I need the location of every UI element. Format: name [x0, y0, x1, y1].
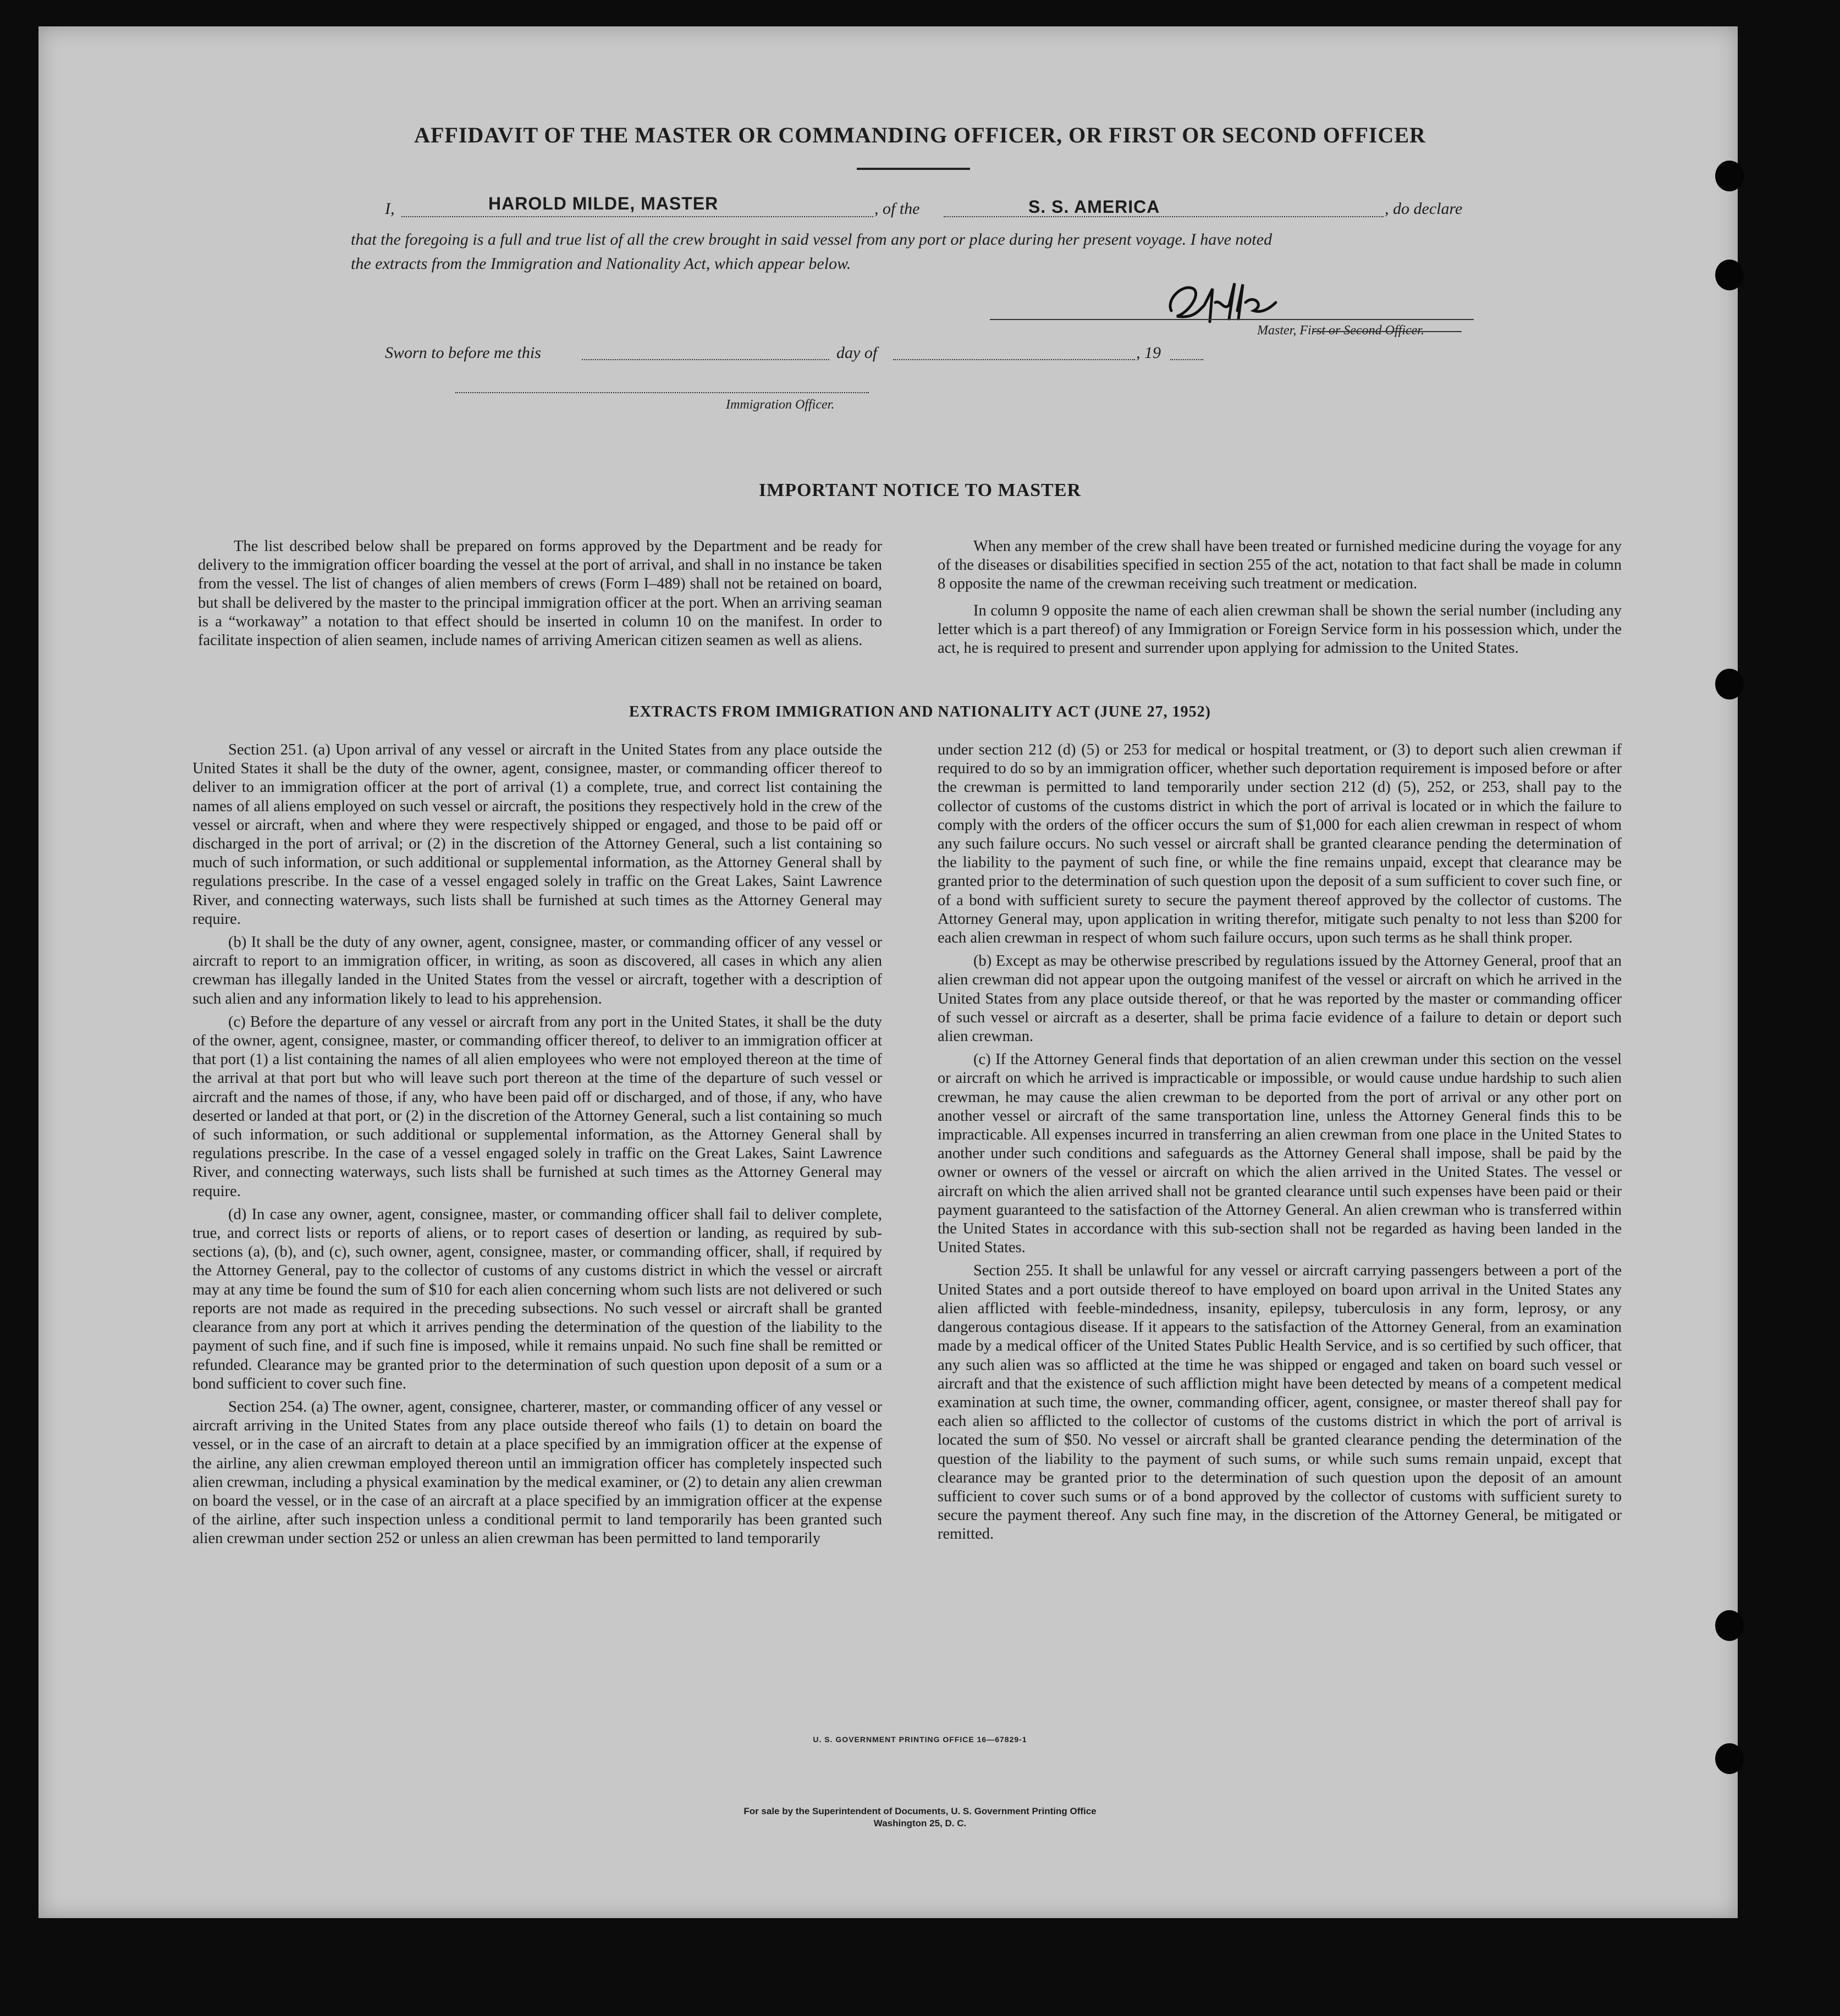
signature-caption: Master, First or Second Officer.	[1257, 323, 1424, 338]
punch-hole	[1715, 260, 1744, 290]
title-rule	[857, 168, 970, 170]
sworn-label: Sworn to before me this	[385, 344, 541, 362]
sale-line-1: For sale by the Superintendent of Documents, U. S. Government Printing Office	[743, 1806, 1097, 1816]
extract-section-251c: (c) Before the departure of any vessel or aircraft from any port in the United States, it shall be the duty of the owner, agent, consignee, master, or commanding officer thereof, to deliver to an immigration officer at that port (1) a list containing the names of all alien employees who were not employed thereon at the time of the arrival at that port but who will leave such port thereon at the time of the departure of such vessel or aircraft and the names of those, if any, who have been paid off or discharged, and of those, if any, who have deserted or landed at that port, or (2) in the discretion of the Attorney General, such a list containing so much of such information, or such additional or supplemental information, as the Attorney General shall by regulations prescribe. In the case of a vessel engaged solely in traffic on the Great Lakes, Saint Lawrence River, and connecting waterways, such lists shall be furnished at such times as the Attorney General may require.	[192, 1013, 882, 1200]
day-of-label: day of	[836, 344, 878, 362]
notice-right-paragraph-1: When any member of the crew shall have been treated or furnished medicine during the voyage for any of the diseases or disabilities specified in section 255 of the act, notation to that fact shall be made in column 8 opposite the name of the crewman receiving such treatment or medication.	[938, 538, 1622, 593]
immigration-officer-label: Immigration Officer.	[726, 398, 835, 412]
printing-office-line: U. S. GOVERNMENT PRINTING OFFICE 16—67829-1	[813, 1735, 1027, 1744]
extract-section-251d: (d) In case any owner, agent, consignee, master, or commanding officer shall fail to deliver complete, true, and correct lists or reports of aliens, or to report cases of desertion or landing, as required by sub-sections (a), (b), and (c), such owner, agent, consignee, master, or commanding officer, shall, if required by the Attorney General, pay to the collector of customs of any customs district in which the vessel or aircraft may at any time be found the sum of $10 for each alien concerning whom such lists are not delivered or such reports are not made as required in the preceding subsections. No such vessel or aircraft shall be granted clearance from any port at which it arrives pending the determination of the question of the liability to the payment of such fine, and if such fine is imposed, while it remains unpaid. No such fine shall be remitted or refunded. Clearance may be granted prior to the determination of such question upon deposit of a sum or a bond sufficient to cover such fine.	[192, 1205, 882, 1392]
vessel-name: S. S. AMERICA	[1028, 197, 1160, 217]
punch-hole	[1715, 161, 1744, 191]
punch-hole	[1715, 669, 1744, 699]
vessel-name-line	[944, 216, 1384, 217]
extract-section-251b: (b) It shall be the duty of any owner, agent, consignee, master, or commanding officer of any vessel or aircraft to report to an immigration officer, in writing, as soon as discovered, all cases in which any alien crewman has illegally landed in the United States from the vessel or aircraft, together with a description of such alien and any information likely to lead to his apprehension.	[192, 934, 882, 1007]
notice-left-column	[198, 537, 882, 650]
sworn-month-line	[893, 359, 1135, 360]
extract-section-254a-cont: under section 212 (d) (5) or 253 for medical or hospital treatment, or (3) to deport such alien crewman if required to do so by an immigration officer, whether such deportation requirement is imposed before or after the crewman is permitted to land temporarily under section 212 (d) (5), 252, or 253, shall pay to the collector of customs of the customs district in which the port of arrival is located or in which the failure to comply with the orders of the officer occurs the sum of $1,000 for each alien crewman in respect of whom any such failure occurs. No such vessel or aircraft shall be granted clearance pending the determination of the liability to the payment of such fine, or while the fine remains unpaid, except that clearance may be granted prior to the determination of such question upon the deposit of a sum sufficient to cover such fine, or of a bond with sufficient surety to secure the payment thereof approved by the collector of customs. The Attorney General may, upon application in writing therefor, mitigate such penalty to not less than $200 for each alien crewman in respect of whom such failure occurs, upon such terms as he shall think proper.	[938, 741, 1622, 947]
extracts-title: EXTRACTS FROM IMMIGRATION AND NATIONALITY ACT (JUNE 27, 1952)	[629, 703, 1211, 720]
notice-right-paragraph-2: In column 9 opposite the name of each alien crewman shall be shown the serial number (including any letter which is a part thereof) of any Immigration or Foreign Service form in his possession which, under the act, he is required to present and surrender upon applying for admission to the United States.	[938, 602, 1622, 657]
signature-caption-strike	[1312, 331, 1462, 332]
extract-section-254c: (c) If the Attorney General finds that deportation of an alien crewman under this section on the vessel or aircraft on which he arrived is impracticable or impossible, or would cause undue hardship to such alien crewman, he may cause the alien crewman to be deported from the port of arrival or any other port on another vessel or aircraft of the same transportation line, unless the Attorney General finds this to be impracticable. All expenses incurred in transferring an alien crewman from one place in the United States to another under such conditions and safeguards as the Attorney General shall impose, shall be paid by the owner or owners of the vessel or aircraft on which the alien arrived in the United States. The vessel or aircraft on which the alien arrived shall not be granted clearance until such expenses have been paid or their payment guaranteed to the satisfaction of the Attorney General. An alien crewman who is transferred within the United States in accordance with this sub-section shall not be regarded as having been landed in the United States.	[938, 1051, 1622, 1257]
do-declare-label: , do declare	[1385, 200, 1463, 218]
extract-section-255: Section 255. It shall be unlawful for any vessel or aircraft carrying passengers between a port of the United States and a port outside thereof to have employed on board upon arrival in the United States any alien afflicted with feeble-mindedness, insanity, epilepsy, tuberculosis in any form, leprosy, or any dangerous contagious disease. If it appears to the satisfaction of the Attorney General, from an examination made by a medical officer of the United States Public Health Service, and is so certified by such officer, that any such alien was so afflicted at the time he was shipped or engaged and taken on board such vessel or aircraft and that the existence of such affliction might have been detected by means of a competent medical examination at such time, the owner, commanding officer, agent, consignee, or master thereof shall pay for each alien so afflicted to the collector of customs of the customs district in which the port of arrival is located the sum of $50. No vessel or aircraft shall be granted clearance pending the determination of the question of the liability to the payment of such sums, or while such sums remain unpaid, except that clearance may be granted prior to the determination of such question upon the deposit of an amount sufficient to cover such sums or of a bond approved by the collector of customs with sufficient surety to secure the payment thereof. Any such fine may, in the discretion of the Attorney General, be mitigated or remitted.	[938, 1262, 1622, 1543]
punch-hole	[1715, 1743, 1744, 1774]
extract-section-254a: Section 254. (a) The owner, agent, consignee, charterer, master, or commanding officer of any vessel or aircraft arriving in the United States from any place outside thereof who fails (1) to detain on board the vessel, or in the case of an aircraft to detain at a place specified by an immigration officer at the expense of the airline, any alien crewman employed thereon until an immigration officer has completely inspected such alien crewman, including a physical examination by the medical examiner, or (2) to detain any alien crewman on board the vessel, or in the case of an aircraft at a place specified by an immigration officer at the expense of the airline, after such inspection unless a conditional permit to land temporarily has been granted such alien crewman under section 252 or unless an alien crewman has been permitted to land temporarily	[192, 1398, 882, 1547]
extract-section-251a: Section 251. (a) Upon arrival of any vessel or aircraft in the United States from any place outside the United States it shall be the duty of the owner, agent, consignee, master, or commanding officer thereof to deliver to an immigration officer at the port of arrival (1) a complete, true, and correct list containing the names of all aliens employed on such vessel or aircraft, the positions they respectively hold in the crew of the vessel or aircraft, when and where they were respectively shipped or engaged, and those to be paid off or discharged in the port of arrival; or (2) in the discretion of the Attorney General, such a list containing so much of such information, or such additional or supplemental information, as the Attorney General shall by regulations prescribe. In the case of a vessel engaged solely in traffic on the Great Lakes, Saint Lawrence River, and connecting waterways, such lists shall be furnished at such times as the Attorney General may require.	[192, 741, 882, 928]
master-name: HAROLD MILDE, MASTER	[488, 194, 719, 213]
of-the-label: , of the	[874, 200, 920, 218]
master-name-line	[401, 216, 873, 217]
punch-hole	[1715, 1610, 1744, 1641]
declaration-text-1: that the foregoing is a full and true list of all the crew brought in said vessel from any port or place during her present voyage. I have noted	[351, 230, 1272, 249]
extract-section-254b: (b) Except as may be otherwise prescribed by regulations issued by the Attorney General, proof that an alien crewman did not appear upon the outgoing manifest of the vessel or aircraft on which he arrived in the United States from any place outside thereof, or that he was reported by the master or commanding officer of such vessel or aircraft as a deserter, shall be prima facie evidence of a failure to detain or deport such alien crewman.	[938, 952, 1622, 1045]
affidavit-title: AFFIDAVIT OF THE MASTER OR COMMANDING OFFICER, OR FIRST OR SECOND OFFICER	[414, 123, 1426, 147]
extracts-right-column	[938, 741, 1622, 1544]
sworn-year-line	[1170, 359, 1203, 360]
sworn-day-line	[582, 359, 829, 360]
notice-left-paragraph: The list described below shall be prepared on forms approved by the Department and be ready for delivery to the immigration officer boarding the vessel at the port of arrival, and shall in no instance be taken from the vessel. The list of changes of alien members of crews (Form I–489) shall not be retained on board, but shall be delivered by the master to the principal immigration officer at the port. When an arriving seaman is a “workaway” a notation to that effect should be inserted in column 10 on the manifest. In order to facilitate inspection of alien seamen, include names of arriving American citizen seamen as well as aliens.	[198, 538, 882, 649]
year-label: , 19	[1136, 344, 1161, 362]
notice-right-column	[938, 537, 1622, 658]
extracts-left-column	[192, 741, 882, 1549]
immigration-officer-line	[455, 392, 869, 393]
sale-line-2: Washington 25, D. C.	[873, 1818, 967, 1828]
notice-title: IMPORTANT NOTICE TO MASTER	[758, 480, 1082, 500]
signature-line	[990, 319, 1474, 320]
i-label: I,	[385, 200, 395, 218]
declaration-text-2: the extracts from the Immigration and Nationality Act, which appear below.	[351, 255, 851, 273]
